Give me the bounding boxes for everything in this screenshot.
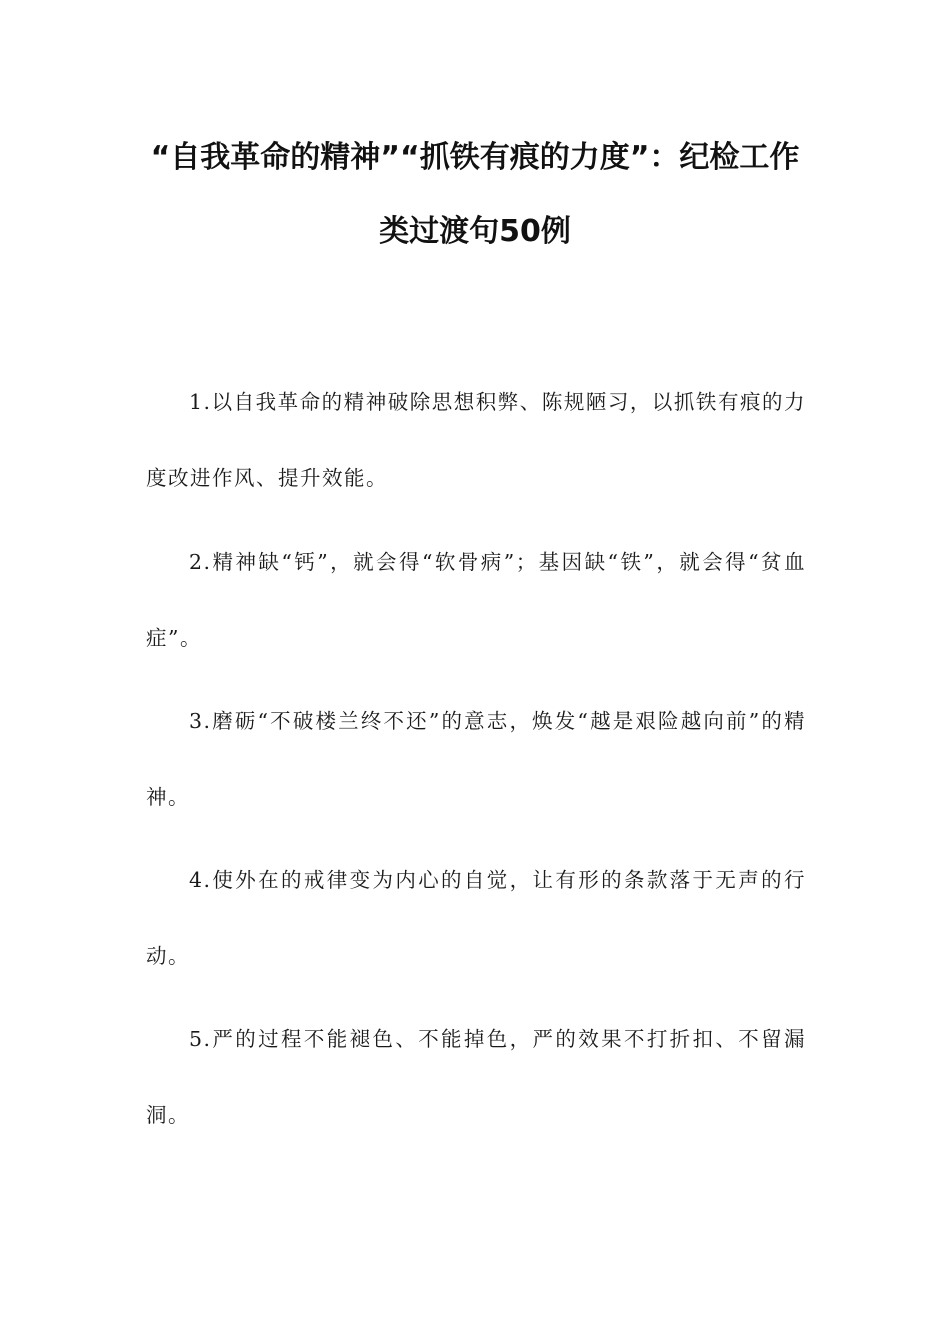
document-title-line-1: “自我革命的精神”“抓铁有痕的力度”：纪检工作 (150, 140, 800, 175)
paragraph-3: 3.磨砺“不破楼兰终不还”的意志，焕发“越是艰险越向前”的精神。 (146, 709, 806, 809)
paragraph-1: 1.以自我革命的精神破除思想积弊、陈规陋习，以抓铁有痕的力度改进作风、提升效能。 (146, 390, 806, 490)
paragraph-4: 4.使外在的戒律变为内心的自觉，让有形的条款落于无声的行动。 (146, 868, 806, 968)
paragraph-5: 5.严的过程不能褪色、不能掉色，严的效果不打折扣、不留漏洞。 (146, 1027, 806, 1127)
paragraph-2: 2.精神缺“钙”，就会得“软骨病”；基因缺“铁”，就会得“贫血症”。 (146, 550, 806, 650)
document-title-line-2: 类过渡句50例 (379, 214, 571, 249)
